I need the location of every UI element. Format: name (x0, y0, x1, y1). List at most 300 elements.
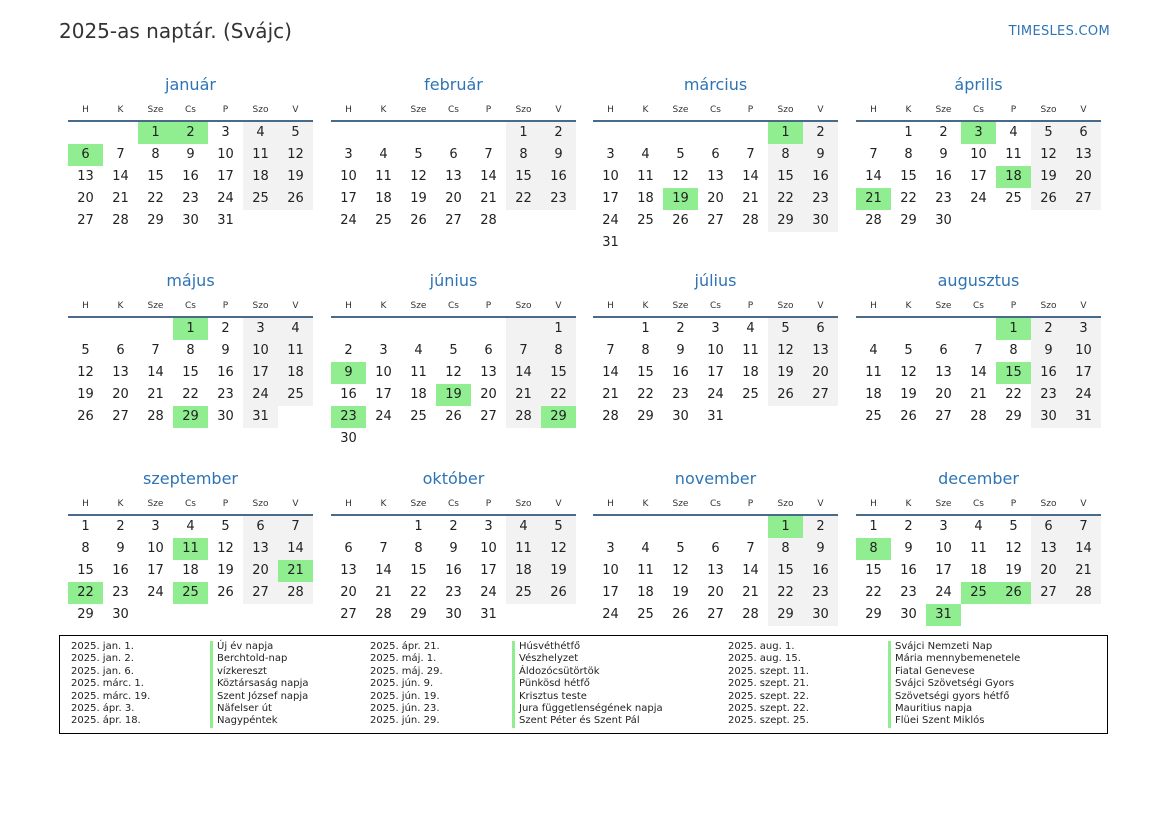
holiday-names-col (888, 641, 1020, 728)
day-cell: 7 (869, 147, 878, 162)
day-cell: 8 (541, 340, 576, 362)
week-row (856, 538, 1101, 560)
day-cell: 8 (81, 541, 90, 556)
holiday-name: Nagypéntek (210, 715, 309, 727)
weekday-label: H (345, 499, 352, 509)
week-row (856, 560, 1101, 582)
week-row (856, 166, 1101, 188)
weekday-label: P (222, 499, 229, 509)
day-cell: 12 (672, 169, 689, 184)
day-cell: 22 (410, 585, 427, 600)
day-cell: 15 (996, 362, 1031, 384)
day-cell: 18 (637, 191, 654, 206)
day-cell: 18 (996, 166, 1031, 188)
week-row (68, 604, 313, 626)
day-cell: 21 (375, 585, 392, 600)
day-cell: 9 (1031, 340, 1066, 362)
day-cell: 13 (707, 563, 724, 578)
day-cell: 31 (480, 607, 497, 622)
day-cell: 10 (147, 541, 164, 556)
day-cell: 14 (147, 365, 164, 380)
day-cell: 10 (1066, 340, 1101, 362)
day-cell: 26 (410, 213, 427, 228)
week-row (593, 144, 838, 166)
weekday-label: Sze (147, 105, 164, 115)
day-cell: 4 (746, 321, 755, 336)
day-cell: 1 (81, 519, 90, 534)
weekday-label: Szo (777, 301, 794, 311)
weekday-label: K (117, 499, 124, 509)
day-cell: 2 (676, 321, 685, 336)
day-cell: 14 (1066, 538, 1101, 560)
day-cell: 14 (480, 169, 497, 184)
day-cell: 5 (449, 343, 458, 358)
holiday-dates-col (71, 641, 150, 728)
day-cell: 16 (935, 169, 952, 184)
empty-cell (856, 122, 891, 144)
weekday-label: Cs (185, 105, 196, 115)
month-name: december (938, 469, 1019, 488)
empty-cell (331, 318, 366, 340)
weekday-label: V (292, 105, 299, 115)
day-cell: 2 (449, 519, 458, 534)
day-cell: 27 (803, 384, 838, 406)
empty-cell (68, 318, 103, 340)
day-cell: 25 (1005, 191, 1022, 206)
day-cell: 27 (480, 409, 497, 424)
empty-cell (366, 122, 401, 144)
weekday-label: Szo (252, 105, 269, 115)
week-row (593, 340, 838, 362)
day-cell: 11 (243, 144, 278, 166)
weekday-header (593, 100, 838, 122)
day-cell: 25 (410, 409, 427, 424)
day-cell: 2 (541, 122, 576, 144)
week-row (68, 122, 313, 144)
month-name: július (694, 271, 737, 290)
week-row (331, 144, 576, 166)
week-row (331, 538, 576, 560)
day-cell: 15 (410, 563, 427, 578)
weekday-label: H (607, 499, 614, 509)
day-cell: 24 (340, 213, 357, 228)
week-row (331, 166, 576, 188)
day-cell: 9 (186, 147, 195, 162)
day-cell: 7 (1066, 516, 1101, 538)
day-cell: 29 (1005, 409, 1022, 424)
week-row (856, 340, 1101, 362)
day-cell: 26 (77, 409, 94, 424)
day-cell: 22 (768, 582, 803, 604)
day-cell: 23 (803, 188, 838, 210)
day-cell: 5 (278, 122, 313, 144)
month-10 (331, 394, 576, 626)
weekday-label: K (380, 105, 387, 115)
day-cell: 10 (602, 563, 619, 578)
day-cell: 9 (541, 144, 576, 166)
weekday-label: P (747, 105, 754, 115)
week-row (856, 362, 1101, 384)
day-cell: 31 (243, 406, 278, 428)
weekday-label: Sze (147, 301, 164, 311)
holiday-name: Svájci Nemzeti Nap (888, 641, 1020, 653)
day-cell: 25 (506, 582, 541, 604)
day-cell: 1 (904, 125, 913, 140)
weekday-label: Szo (515, 301, 532, 311)
month-name: június (429, 271, 478, 290)
empty-cell (173, 604, 208, 626)
holiday-name: Szövetségi gyors hétfő (888, 691, 1020, 703)
day-cell: 2 (173, 122, 208, 144)
day-cell: 16 (803, 166, 838, 188)
day-cell: 10 (243, 340, 278, 362)
empty-cell (1031, 604, 1066, 626)
weekday-label: K (905, 105, 912, 115)
month-name: május (166, 271, 215, 290)
month-11 (593, 394, 838, 626)
day-cell: 10 (375, 365, 392, 380)
day-cell: 25 (243, 188, 278, 210)
day-cell: 22 (768, 188, 803, 210)
day-cell: 24 (970, 191, 987, 206)
day-cell: 15 (637, 365, 654, 380)
weekday-label: V (555, 301, 562, 311)
day-cell: 15 (182, 365, 199, 380)
weekday-label: H (345, 105, 352, 115)
day-cell: 19 (900, 387, 917, 402)
day-cell: 5 (676, 541, 685, 556)
day-cell: 11 (970, 541, 987, 556)
weekday-label: P (485, 301, 492, 311)
empty-cell (663, 122, 698, 144)
day-cell: 2 (221, 321, 230, 336)
week-row (856, 144, 1101, 166)
day-cell: 6 (116, 343, 125, 358)
weekday-label: H (345, 301, 352, 311)
day-cell: 6 (484, 343, 493, 358)
week-row (331, 318, 576, 340)
day-cell: 28 (742, 213, 759, 228)
day-cell: 20 (935, 387, 952, 402)
day-cell: 17 (602, 191, 619, 206)
day-cell: 8 (904, 147, 913, 162)
holiday-name: Szent Péter és Szent Pál (512, 715, 663, 727)
holiday-date: 2025. jan. 6. (71, 665, 134, 677)
day-cell: 13 (77, 169, 94, 184)
day-cell: 21 (1066, 560, 1101, 582)
weekday-label: V (817, 105, 824, 115)
day-cell: 18 (375, 191, 392, 206)
day-cell: 21 (742, 191, 759, 206)
day-cell: 24 (147, 585, 164, 600)
empty-cell (208, 604, 243, 626)
empty-cell (593, 516, 628, 538)
day-cell: 12 (278, 144, 313, 166)
day-cell: 6 (344, 541, 353, 556)
day-cell: 24 (707, 387, 724, 402)
day-cell: 7 (746, 147, 755, 162)
holiday-name: Mauritius napja (888, 703, 1020, 715)
week-row (68, 144, 313, 166)
holiday-date: 2025. ápr. 3. (71, 702, 135, 714)
day-cell: 16 (445, 563, 462, 578)
day-cell: 26 (672, 213, 689, 228)
empty-cell (733, 122, 768, 144)
day-cell: 30 (672, 409, 689, 424)
day-cell: 1 (138, 122, 173, 144)
day-cell: 29 (410, 607, 427, 622)
day-cell: 25 (637, 213, 654, 228)
day-cell: 8 (768, 538, 803, 560)
weekday-label: V (555, 499, 562, 509)
day-cell: 21 (278, 560, 313, 582)
day-cell: 28 (147, 409, 164, 424)
weekday-label: P (1010, 105, 1017, 115)
day-cell: 6 (939, 343, 948, 358)
day-cell: 4 (1009, 125, 1018, 140)
week-row (331, 122, 576, 144)
day-cell: 13 (1031, 538, 1066, 560)
weekday-label: P (222, 105, 229, 115)
month-name: augusztus (937, 271, 1020, 290)
day-cell: 8 (151, 147, 160, 162)
week-row (331, 362, 576, 384)
holiday-date: 2025. jún. 29. (370, 715, 440, 727)
week-row (856, 122, 1101, 144)
day-cell: 26 (768, 384, 803, 406)
day-cell: 15 (541, 362, 576, 384)
day-cell: 9 (803, 538, 838, 560)
day-cell: 31 (217, 213, 234, 228)
day-cell: 19 (663, 188, 698, 210)
day-cell: 8 (768, 144, 803, 166)
day-cell: 17 (243, 362, 278, 384)
empty-cell (628, 122, 663, 144)
weekday-label: P (485, 499, 492, 509)
day-cell: 13 (340, 563, 357, 578)
week-row (68, 560, 313, 582)
month-name: március (683, 75, 748, 94)
day-cell: 27 (1066, 188, 1101, 210)
month-name: november (674, 469, 757, 488)
holiday-date: 2025. jún. 23. (370, 702, 440, 714)
day-cell: 7 (278, 516, 313, 538)
empty-cell (243, 604, 278, 626)
day-cell: 3 (1066, 318, 1101, 340)
week-row (68, 516, 313, 538)
day-cell: 14 (506, 362, 541, 384)
week-row (68, 362, 313, 384)
day-cell: 31 (602, 235, 619, 250)
weekday-header (856, 494, 1101, 516)
weekday-label: V (292, 301, 299, 311)
weekday-label: Szo (1040, 301, 1057, 311)
weekday-label: K (642, 499, 649, 509)
day-cell: 15 (77, 563, 94, 578)
day-cell: 21 (506, 384, 541, 406)
day-cell: 12 (410, 169, 427, 184)
day-cell: 30 (217, 409, 234, 424)
day-cell: 13 (1066, 144, 1101, 166)
day-cell: 19 (77, 387, 94, 402)
day-cell: 9 (803, 144, 838, 166)
day-cell: 26 (445, 409, 462, 424)
day-cell: 17 (480, 563, 497, 578)
holiday-date: 2025. szept. 25. (728, 715, 809, 727)
day-cell: 15 (865, 563, 882, 578)
day-cell: 13 (935, 365, 952, 380)
weekday-label: K (905, 499, 912, 509)
day-cell: 25 (865, 409, 882, 424)
day-cell: 28 (278, 582, 313, 604)
day-cell: 28 (865, 213, 882, 228)
day-cell: 16 (900, 563, 917, 578)
day-cell: 19 (278, 166, 313, 188)
day-cell: 18 (506, 560, 541, 582)
day-cell: 17 (340, 191, 357, 206)
day-cell: 2 (803, 122, 838, 144)
day-cell: 5 (221, 519, 230, 534)
day-cell: 22 (506, 188, 541, 210)
day-cell: 23 (900, 585, 917, 600)
day-cell: 20 (445, 191, 462, 206)
day-cell: 7 (484, 147, 493, 162)
holiday-date: 2025. jan. 1. (71, 641, 134, 652)
day-cell: 2 (344, 343, 353, 358)
day-cell: 4 (641, 541, 650, 556)
empty-cell (506, 318, 541, 340)
day-cell: 16 (672, 365, 689, 380)
day-cell: 29 (77, 607, 94, 622)
day-cell: 1 (768, 516, 803, 538)
day-cell: 11 (742, 343, 759, 358)
day-cell: 5 (676, 147, 685, 162)
day-cell: 26 (1031, 188, 1066, 210)
empty-cell (733, 516, 768, 538)
weekday-label: Sze (672, 499, 689, 509)
day-cell: 28 (970, 409, 987, 424)
day-cell: 10 (340, 169, 357, 184)
day-cell: 5 (768, 318, 803, 340)
day-cell: 21 (112, 191, 129, 206)
day-cell: 24 (935, 585, 952, 600)
day-cell: 3 (484, 519, 493, 534)
day-cell: 6 (1031, 516, 1066, 538)
week-row (856, 582, 1101, 604)
day-cell: 17 (217, 169, 234, 184)
day-cell: 27 (243, 582, 278, 604)
month-12 (856, 394, 1101, 626)
weekday-label: H (82, 301, 89, 311)
day-cell: 2 (939, 125, 948, 140)
day-cell: 17 (935, 563, 952, 578)
day-cell: 28 (1066, 582, 1101, 604)
holiday-date: 2025. ápr. 18. (71, 715, 141, 727)
week-row (593, 122, 838, 144)
empty-cell (471, 122, 506, 144)
day-cell: 22 (182, 387, 199, 402)
day-cell: 13 (112, 365, 129, 380)
holiday-names-col (210, 641, 309, 728)
week-row (593, 538, 838, 560)
week-row (593, 516, 838, 538)
day-cell: 19 (768, 362, 803, 384)
day-cell: 3 (939, 519, 948, 534)
holiday-date: 2025. márc. 19. (71, 690, 151, 702)
weekday-label: V (292, 499, 299, 509)
weekday-header (856, 296, 1101, 318)
weekday-label: P (485, 105, 492, 115)
day-cell: 30 (445, 607, 462, 622)
holiday-date: 2025. máj. 1. (370, 653, 437, 665)
month-9 (68, 394, 313, 626)
weekday-label: Cs (448, 105, 459, 115)
day-cell: 18 (410, 387, 427, 402)
holiday-date: 2025. aug. 1. (728, 641, 795, 652)
weekday-label: K (905, 301, 912, 311)
empty-cell (961, 318, 996, 340)
day-cell: 28 (480, 213, 497, 228)
day-cell: 11 (1005, 147, 1022, 162)
day-cell: 4 (243, 122, 278, 144)
holiday-date: 2025. jan. 2. (71, 653, 134, 665)
day-cell: 23 (803, 582, 838, 604)
empty-cell (471, 318, 506, 340)
day-cell: 12 (1005, 541, 1022, 556)
day-cell: 22 (1005, 387, 1022, 402)
week-row (593, 582, 838, 604)
day-cell: 1 (869, 519, 878, 534)
day-cell: 19 (436, 384, 471, 406)
day-cell: 7 (606, 343, 615, 358)
week-row (68, 582, 313, 604)
day-cell: 21 (147, 387, 164, 402)
holiday-date: 2025. jún. 19. (370, 690, 440, 702)
day-cell: 2 (803, 516, 838, 538)
day-cell: 3 (151, 519, 160, 534)
weekday-label: Sze (672, 105, 689, 115)
holiday-name: vízkereszt (210, 666, 309, 678)
holiday-list (59, 635, 1108, 734)
day-cell: 8 (414, 541, 423, 556)
site-link[interactable]: TIMESLES.COM (1008, 24, 1110, 39)
month-name: február (424, 75, 483, 94)
day-cell: 22 (865, 585, 882, 600)
weekday-label: V (555, 105, 562, 115)
weekday-label: K (642, 301, 649, 311)
day-cell: 20 (1031, 560, 1066, 582)
day-cell: 6 (68, 144, 103, 166)
day-cell: 3 (711, 321, 720, 336)
day-cell: 29 (865, 607, 882, 622)
day-cell: 20 (340, 585, 357, 600)
weekday-label: V (817, 301, 824, 311)
day-cell: 13 (803, 340, 838, 362)
day-cell: 11 (278, 340, 313, 362)
day-cell: 18 (182, 563, 199, 578)
day-cell: 28 (506, 406, 541, 428)
weekday-header (856, 100, 1101, 122)
weekday-label: H (870, 301, 877, 311)
week-row (856, 318, 1101, 340)
weekday-header (68, 494, 313, 516)
weekday-label: Cs (973, 499, 984, 509)
holiday-name: Pünkösd hétfő (512, 678, 663, 690)
day-cell: 3 (344, 147, 353, 162)
day-cell: 30 (803, 604, 838, 626)
day-cell: 23 (1031, 384, 1066, 406)
weekday-label: Szo (515, 499, 532, 509)
